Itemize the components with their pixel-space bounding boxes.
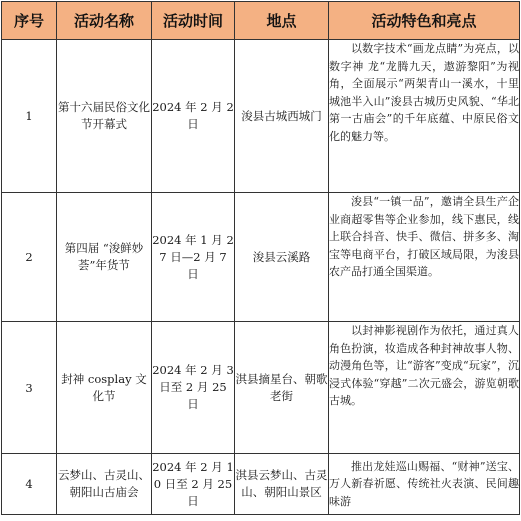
row-number: 1 (2, 40, 57, 193)
activity-highlights: 以封神影视剧作为依托，通过真人角色扮演，妆造成各种封神故事人物、动漫角色等，让“游客”变成“玩家”，沉浸式体验“穿越”二次元盛会，游览朝歌古城。 (329, 322, 520, 454)
activity-name: 封神 cosplay 文化节 (57, 322, 152, 454)
activity-highlights: 推出龙娃巡山赐福、“财神”送宝、万人新春祈愿、传统社火表演、民间趣味游 (329, 454, 520, 515)
row-number: 4 (2, 454, 57, 515)
activity-name: 云梦山、古灵山、朝阳山古庙会 (57, 454, 152, 515)
activity-location: 淇县云梦山、古灵山、朝阳山景区 (235, 454, 329, 515)
activity-highlights: 以数字技术“画龙点睛”为亮点，以数字神 龙“龙腾九天，遨游黎阳”为视角，全面展示“两架青山一溪水，十里城池半入山”浚县古城历史风貌、“华北第一古庙会”的千年底蕴、中原民俗文化的魅力等。 (329, 40, 520, 193)
row-number: 3 (2, 322, 57, 454)
activity-location: 浚县古城西城门 (235, 40, 329, 193)
activity-time: 2024 年 2 月 3 日至 2 月 25 日 (152, 322, 235, 454)
header-highlights: 活动特色和亮点 (329, 2, 520, 40)
header-row (2, 2, 520, 40)
header-number: 序号 (2, 2, 57, 40)
table-row (2, 454, 520, 515)
table-row (2, 40, 520, 193)
activity-name: 第十六届民俗文化节开幕式 (57, 40, 152, 193)
header-location: 地点 (235, 2, 329, 40)
activity-time: 2024 年 1 月 27 日—2 月 7 日 (152, 193, 235, 322)
activity-location: 淇县摘星台、朝歌老街 (235, 322, 329, 454)
table-row (2, 322, 520, 454)
header-activity-time: 活动时间 (152, 2, 235, 40)
events-table (1, 1, 520, 515)
activity-time: 2024 年 2 月 2 日 (152, 40, 235, 193)
table-row (2, 193, 520, 322)
activity-time: 2024 年 2 月 10 日至 2 月 25 日 (152, 454, 235, 515)
header-activity-name: 活动名称 (57, 2, 152, 40)
row-number: 2 (2, 193, 57, 322)
activity-location: 浚县云溪路 (235, 193, 329, 322)
activity-highlights: 浚县“一镇一品”，邀请全县生产企业商超零售等企业参加，线下惠民，线上联合抖音、快手、微信、拼多多、淘宝等电商平台，打破区域局限，为浚县农产品打通全国渠道。 (329, 193, 520, 322)
activity-name: 第四届 “浚鲜妙荟”年货节 (57, 193, 152, 322)
